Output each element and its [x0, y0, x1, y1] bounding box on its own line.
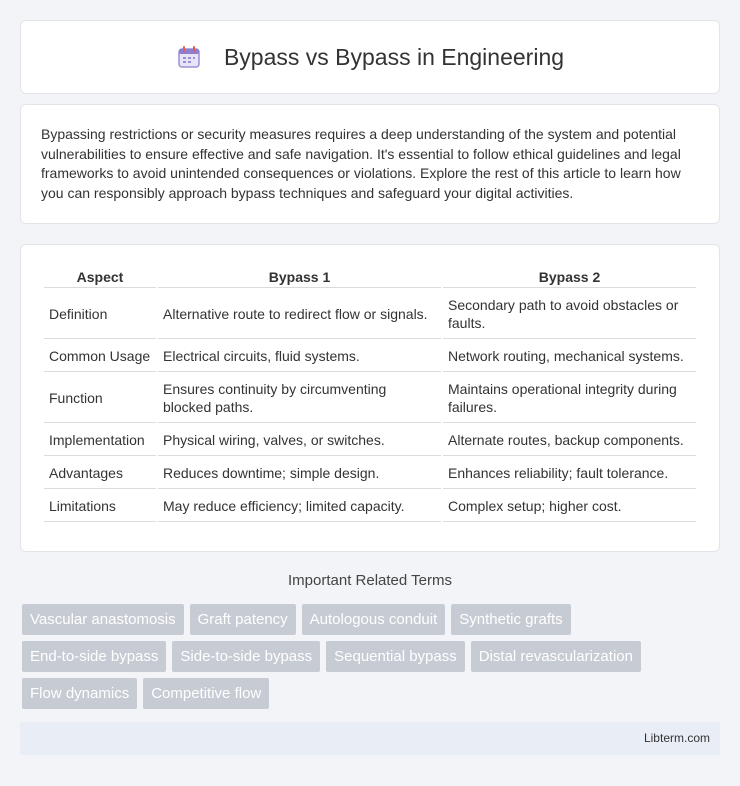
cell-bypass-1: May reduce efficiency; limited capacity. — [158, 491, 441, 522]
related-term-tag[interactable]: End-to-side bypass — [22, 641, 166, 672]
cell-bypass-2: Secondary path to avoid obstacles or faults. — [443, 290, 696, 339]
related-term-tag[interactable]: Flow dynamics — [22, 678, 137, 709]
title-card — [20, 20, 720, 94]
table-header-row — [44, 267, 696, 288]
related-term-tag[interactable]: Synthetic grafts — [451, 604, 570, 635]
cell-bypass-1: Electrical circuits, fluid systems. — [158, 341, 441, 372]
cell-aspect: Limitations — [44, 491, 156, 522]
cell-bypass-2: Network routing, mechanical systems. — [443, 341, 696, 372]
page-title: Bypass vs Bypass in Engineering — [223, 43, 565, 70]
related-term-tag[interactable]: Vascular anastomosis — [22, 604, 184, 635]
cell-bypass-2: Maintains operational integrity during failures. — [443, 374, 696, 423]
comparison-table — [42, 265, 698, 524]
cell-bypass-1: Physical wiring, valves, or switches. — [158, 425, 441, 456]
header-bypass-1: Bypass 1 — [158, 267, 441, 288]
cell-bypass-1: Reduces downtime; simple design. — [158, 458, 441, 489]
cell-bypass-2: Complex setup; higher cost. — [443, 491, 696, 522]
table-row — [44, 374, 696, 423]
related-term-tag[interactable]: Graft patency — [190, 604, 296, 635]
intro-card — [20, 104, 720, 224]
table-row — [44, 491, 696, 522]
cell-bypass-1: Alternative route to redirect flow or signals. — [158, 290, 441, 339]
comparison-table-card — [20, 244, 720, 552]
related-term-tag[interactable]: Side-to-side bypass — [172, 641, 320, 672]
cell-aspect: Function — [44, 374, 156, 423]
cell-aspect: Advantages — [44, 458, 156, 489]
table-row — [44, 341, 696, 372]
cell-aspect: Common Usage — [44, 341, 156, 372]
intro-text: Bypassing restrictions or security measures requires a deep understanding of the system and potential vulnerabilities to ensure effective and safe navigation. It's essential to follow ethical guidelines and legal frameworks to avoid unintended consequences or violations. Explore the rest of this article to learn how you can responsibly approach bypass techniques and safeguard your digital activities. — [41, 126, 681, 201]
cell-aspect: Implementation — [44, 425, 156, 456]
related-term-tag[interactable]: Sequential bypass — [326, 641, 465, 672]
related-term-tag[interactable]: Competitive flow — [143, 678, 269, 709]
cell-bypass-2: Alternate routes, backup components. — [443, 425, 696, 456]
cell-aspect: Definition — [44, 290, 156, 339]
related-term-tag[interactable]: Distal revascularization — [471, 641, 641, 672]
cell-bypass-1: Ensures continuity by circumventing blocked paths. — [158, 374, 441, 423]
footer — [20, 722, 720, 755]
related-term-tag[interactable]: Autologous conduit — [302, 604, 446, 635]
table-row — [44, 290, 696, 339]
table-row — [44, 425, 696, 456]
footer-site-link[interactable]: Libterm.com — [643, 731, 710, 745]
table-row — [44, 458, 696, 489]
header-bypass-2: Bypass 2 — [443, 267, 696, 288]
related-terms-title: Important Related Terms — [288, 572, 452, 589]
header-aspect: Aspect — [44, 267, 156, 288]
calendar-icon — [176, 44, 202, 70]
related-terms-list — [22, 604, 712, 709]
cell-bypass-2: Enhances reliability; fault tolerance. — [443, 458, 696, 489]
